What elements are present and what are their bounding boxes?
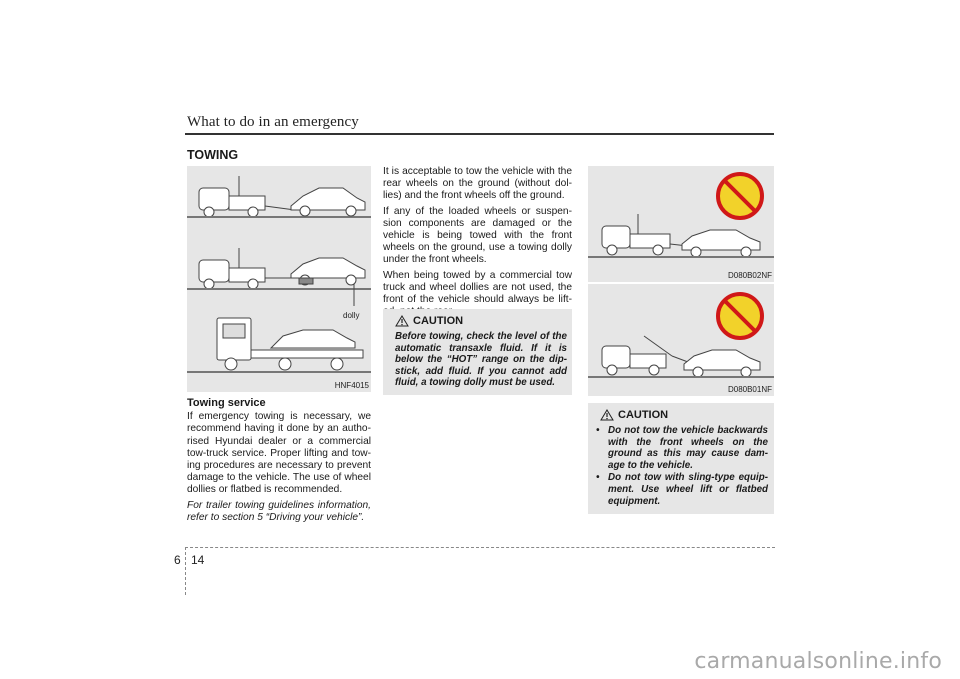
- bullet-icon: •: [596, 472, 600, 484]
- caution-list-item: [596, 472, 768, 507]
- caution-list-item: [596, 425, 768, 471]
- caution-title: CAUTION: [413, 315, 464, 327]
- warning-triangle-icon: [395, 315, 409, 327]
- towing-methods-figure: [187, 166, 371, 392]
- caution-item-text: Do not tow with sling-type equip-ment. Use wheel lift or flatbed equipment.: [608, 472, 768, 507]
- prohibited-towing-illustration: [588, 166, 774, 282]
- caution-list: [596, 425, 768, 508]
- caution-heading: [600, 409, 668, 421]
- towing-service-heading: Towing service: [187, 397, 266, 409]
- instruction-paragraph-3: When being towed by a commercial tow truck and wheel dollies are not used, the front of the vehicle should always be lift-: [383, 269, 572, 306]
- bullet-icon: •: [596, 425, 600, 436]
- dolly-label: dolly: [343, 311, 360, 320]
- watermark-text: carmanualsonline.info: [694, 649, 942, 674]
- prohibited-sign-icon: [718, 174, 762, 218]
- footer-rule: [185, 547, 775, 548]
- caution-box-fluid: [383, 309, 572, 395]
- figure-code: D080B02NF: [727, 271, 772, 280]
- trailer-towing-note: For trailer towing guidelines information, refer to section 5 “Driving your vehicle”.: [187, 499, 371, 523]
- page-number: 14: [191, 553, 205, 567]
- caution-box-towing: [588, 403, 774, 514]
- towing-service-section: [187, 397, 371, 527]
- section-title: TOWING: [187, 148, 239, 162]
- sling-towing-illustration: [588, 284, 774, 396]
- footer-divider: [185, 547, 186, 595]
- instruction-paragraph-1: It is acceptable to tow the vehicle with the rear wheels on the ground (without dol-lies) and the front wheels off the ground.: [383, 166, 572, 202]
- caution-item-text: Do not tow the vehicle backwards with the front wheels on the ground as this may cause dam-age to the vehicle.: [608, 425, 768, 471]
- figure-code: D080B01NF: [727, 385, 772, 394]
- towing-illustrations: [187, 166, 371, 392]
- prohibited-towing-figure-top: [588, 166, 774, 282]
- towing-service-body: If emergency towing is necessary, we recommend having it done by an autho-rised Hyundai dealer or a commercial tow-truck service. Proper lifting and tow-ing procedures are necessary to prevent damage to the vehicle. The use of wheel dollies or flatbed is recommended.: [187, 411, 371, 496]
- warning-triangle-icon: [600, 409, 614, 421]
- header-rule: [185, 133, 774, 135]
- towing-instructions: [383, 166, 572, 321]
- prohibited-towing-figure-bottom: [588, 284, 774, 396]
- chapter-number: 6: [174, 553, 181, 567]
- prohibited-sign-icon: [718, 294, 762, 338]
- caution-heading: [395, 315, 463, 327]
- caution-body: Before towing, check the level of the automatic transaxle fluid. If it is below the “HOT” range on the dip-stick, add fluid. If you cannot add fluid, a towing dolly must be used.: [395, 331, 567, 389]
- towed-car-illustration: [291, 188, 365, 216]
- caution-title: CAUTION: [618, 409, 669, 421]
- car-on-dolly-illustration: [291, 258, 365, 285]
- page-header-title: What to do in an emergency: [187, 114, 359, 130]
- instruction-paragraph-2: If any of the loaded wheels or suspen-sion components are damaged or the vehicle is being towed with the front wheels on the ground, use a towing dolly under the front wheels.: [383, 205, 572, 266]
- figure-code: HNF4015: [334, 381, 369, 390]
- flatbed-truck-illustration: [187, 318, 371, 373]
